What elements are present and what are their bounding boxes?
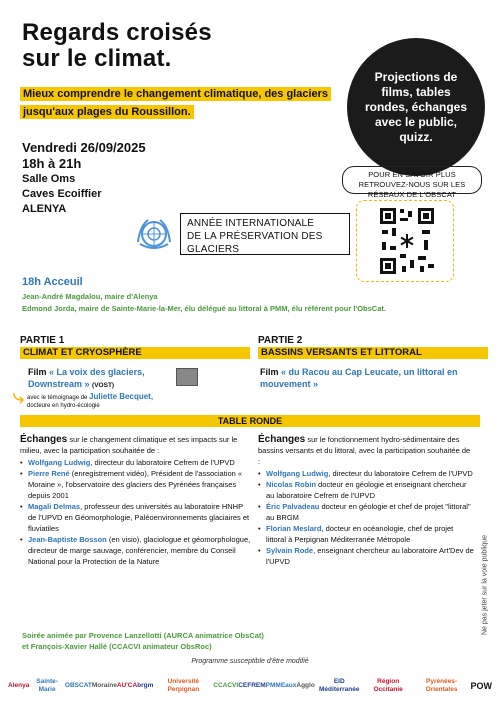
- film-1-note: (VOST): [92, 382, 115, 389]
- logo-brgm: brgm: [137, 682, 154, 689]
- logo-eid: EID Méditerranée: [319, 678, 360, 693]
- film-2-title: « du Racou au Cap Leucate, un littoral en mouvement »: [260, 367, 458, 389]
- left-intro-text: sur le changement climatique et ses impacts sur le milieu, avec la participation souhaitée de :: [20, 435, 238, 455]
- disposal-note-text: Ne pas jeter sur la voie publique: [481, 534, 489, 636]
- title-line-2: sur le climat.: [22, 45, 172, 72]
- right-lead: Échanges: [258, 434, 306, 445]
- subtitle-text: Mieux comprendre le changement climatique, des glaciers jusqu'aux plages du Roussillon.: [20, 87, 331, 119]
- logo-agglo: Agglo: [296, 682, 315, 689]
- list-item: • Nicolas Robin docteur en géologie et enseignant chercheur au laboratoire Cefrem de l'UPVD: [258, 479, 474, 501]
- accueil-line-2: Edmond Jorda, maire de Sainte-Marie-la-Mer, élu délégué au littoral à PMM, élu référent pour l'ObsCat.: [22, 304, 386, 313]
- logo-aurca: AU'CA: [116, 682, 138, 689]
- right-intro-text: sur le fonctionnement hydro-sédimentaire des bassins versants et du littoral, avec la participation souhaitée de :: [258, 435, 471, 466]
- logo-eaux: Eaux: [280, 682, 297, 689]
- left-intro: [20, 434, 252, 456]
- logo-cefrem: CEFREM: [238, 682, 266, 689]
- list-item: • Florian Meslard, docteur en océanologie, chef de projet littoral à Perpignan Méditerranée Métropole: [258, 523, 474, 545]
- un-emblem-icon: [134, 214, 174, 254]
- accueil-line-1: Jean-André Magdalou, maire d'Alenya: [22, 292, 158, 301]
- glacier-year-line-1: ANNÉE INTERNATIONALE: [187, 218, 315, 229]
- list-item: • Wolfgang Ludwig, directeur du laboratoire Cefrem de l'UPVD: [258, 468, 474, 479]
- event-venue-1: Salle Oms: [22, 173, 76, 185]
- list-item: • Jean-Baptiste Bosson (en visio), glaciologue et géomorphologue, directeur de marge sauvage, conférencier, membre du Conseil National pour la Protection de la Nature: [20, 534, 252, 567]
- logo-pmm: PMM: [265, 682, 281, 689]
- list-item: • Wolfgang Ludwig, directeur du laboratoire Cefrem de l'UPVD: [20, 457, 252, 468]
- event-date: Vendredi 26/09/2025: [22, 140, 146, 155]
- film-1-poster: [176, 368, 198, 386]
- partie-2-number: PARTIE 2: [258, 335, 303, 346]
- witness-role: docteure en hydro-écologie: [27, 403, 100, 409]
- right-speaker-list: [258, 468, 474, 567]
- left-speaker-list: [20, 457, 252, 567]
- list-item: • Éric Palvadeau docteur en géologie et chef de projet "littoral" au BRGM: [258, 501, 474, 523]
- event-time: 18h à 21h: [22, 156, 82, 171]
- accueil-speakers: [22, 291, 482, 315]
- logo-departement: Pyrénées-Orientales: [425, 678, 458, 693]
- right-column: [258, 434, 474, 567]
- logo-pow: POW: [470, 681, 492, 691]
- partie-1-header: [20, 335, 250, 359]
- logo-obscat: OBSCAT: [64, 682, 92, 689]
- programme-note: Programme susceptible d'être modifié: [191, 658, 309, 665]
- logo-upvd: Université Perpignan: [167, 678, 200, 693]
- disposal-note: [479, 520, 491, 650]
- list-item: • Sylvain Rode, enseignant chercheur au laboratoire Art'Dev de l'UPVD: [258, 545, 474, 567]
- film-1-title: « La voix des glaciers, Downstream »: [28, 367, 145, 389]
- partie-1-theme: CLIMAT ET CRYOSPHÈRE: [20, 347, 250, 359]
- arrow-icon: [12, 392, 26, 404]
- film-1: [28, 366, 178, 392]
- partie-2-header: [258, 335, 488, 359]
- right-intro: [258, 434, 474, 467]
- table-ronde-heading: TABLE RONDE: [20, 415, 480, 427]
- social-speech-bubble: [342, 166, 482, 199]
- logo-region: Région Occitanie: [373, 678, 403, 693]
- list-item: • Pierre René (enregistrement vidéo), Président de l'association « Moraine », l'observatoire des glaciers des Pyrénées françaises depuis 2001: [20, 468, 252, 501]
- event-info: [22, 140, 146, 217]
- accueil-heading: 18h Acceuil: [22, 276, 83, 288]
- qr-code[interactable]: [378, 206, 436, 276]
- social-note: POUR EN SAVOIR PLUS RETROUVEZ-NOUS SUR LES RÉSEAUX DE L'OBSCAT: [358, 170, 466, 199]
- title-line-1: Regards croisés: [22, 19, 212, 46]
- partie-2-theme: BASSINS VERSANTS ET LITTORAL: [258, 347, 488, 359]
- left-lead: Échanges: [20, 434, 68, 445]
- soiree-credits: [22, 630, 264, 652]
- activities-circle: [347, 38, 485, 176]
- circle-text: Projections de films, tables rondes, échanges avec le public, quizz.: [364, 69, 468, 144]
- soiree-line-2: et François-Xavier Hallé (CCACVI animateur ObsRoc): [22, 642, 212, 651]
- film-1-witness: [27, 393, 153, 410]
- logo-moraine: Moraine: [91, 682, 117, 689]
- witness-name: Juliette Becquet,: [89, 392, 154, 401]
- film-2: [260, 366, 470, 390]
- partie-1-number: PARTIE 1: [20, 335, 65, 346]
- partner-logos: [8, 672, 492, 700]
- list-item: • Magali Delmas, professeur des universités au laboratoire HNHP de l'UPVD en Géomorphologie, Paléoenvironnements glaciaires et fluviatiles: [20, 501, 252, 534]
- subtitle: [20, 84, 332, 120]
- page-title: [22, 20, 212, 72]
- logo-sainte-marie: Sainte-Marie: [36, 678, 58, 693]
- glacier-year-line-2: DE LA PRÉSERVATION DES GLACIERS: [187, 231, 323, 255]
- glacier-year-banner: [180, 213, 350, 255]
- film-1-label: Film: [28, 367, 47, 377]
- event-city: ALENYA: [22, 203, 67, 215]
- event-venue-2: Caves Ecoiffier: [22, 188, 102, 200]
- logo-ccacvi: CCACVI: [213, 682, 239, 689]
- soiree-line-1: Soirée animée par Provence Lanzellotti (AURCA animatrice ObsCat): [22, 631, 264, 640]
- witness-prefix: avec le témoignage de: [27, 395, 88, 401]
- film-2-label: Film: [260, 367, 279, 377]
- logo-alenya: Alenya: [8, 682, 30, 689]
- left-column: [20, 434, 252, 567]
